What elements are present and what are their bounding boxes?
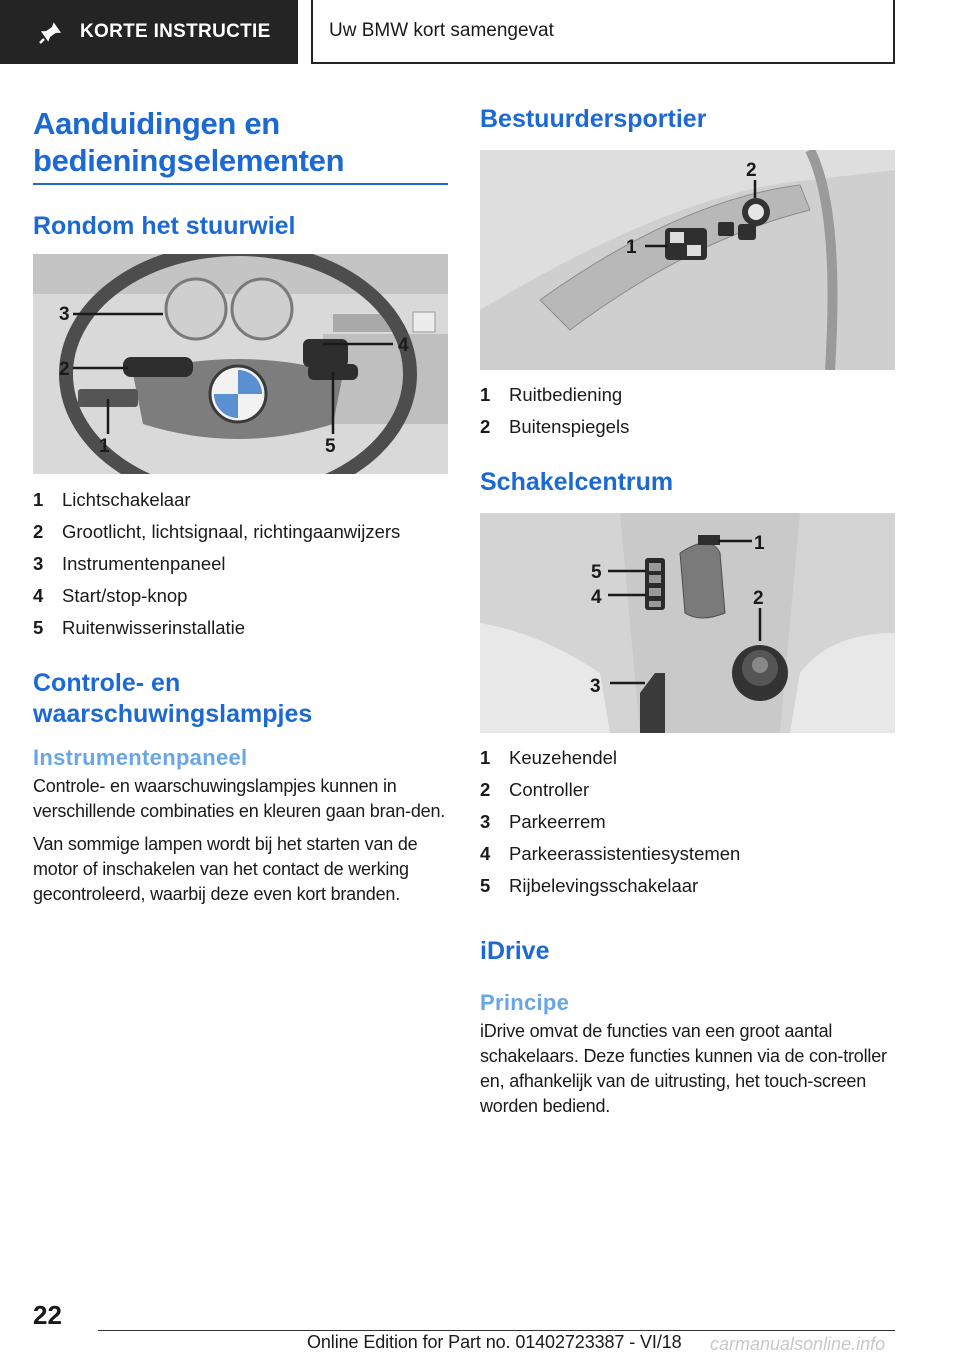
section-tab (0, 0, 298, 64)
list-item: 2 Controller (480, 779, 590, 800)
svg-text:5: 5 (325, 436, 336, 457)
lamps-paragraph-2: Van sommige lampen wordt bij het starten van de motor of inschakelen van het contact de werking gecontroleerd, waarbij deze even kort branden. (33, 834, 418, 904)
svg-text:1: 1 (626, 237, 637, 258)
svg-text:3: 3 (590, 676, 601, 697)
page-title: Aanduidingen en bedieningselementen (33, 105, 448, 185)
svg-text:1: 1 (754, 533, 765, 554)
watermark: carmanualsonline.info (710, 1334, 886, 1354)
svg-text:4: 4 (398, 335, 409, 356)
console-legend (480, 742, 895, 902)
door-heading: Bestuurdersportier (480, 105, 707, 133)
chapter-title: Uw BMW kort samengevat (311, 0, 895, 64)
steering-legend (33, 484, 448, 644)
list-item: 3 Instrumentenpaneel (33, 553, 226, 574)
list-item: 3 Parkeerrem (480, 811, 606, 832)
idrive-heading: iDrive (480, 937, 550, 965)
svg-text:5: 5 (591, 562, 602, 583)
page-number: 22 (33, 1300, 62, 1330)
svg-text:4: 4 (591, 587, 602, 608)
list-item: 2 Grootlicht, lichtsignaal, richtingaanwijzers (33, 521, 401, 542)
list-item: 2 Buitenspiegels (480, 416, 630, 437)
idrive-subheading: Principe (480, 990, 570, 1015)
center-console-image (480, 513, 895, 733)
list-item: 4 Parkeerassistentiesystemen (480, 843, 741, 864)
list-item: 5 Ruitenwisserinstallatie (33, 617, 246, 638)
lamps-heading: Controle- en waarschuwingslampjes (33, 669, 313, 728)
list-item: 1 Lichtschakelaar (33, 489, 191, 510)
left-column (33, 100, 448, 907)
right-column (480, 100, 895, 1119)
svg-text:2: 2 (59, 359, 70, 380)
svg-text:1: 1 (99, 436, 110, 457)
steering-heading: Rondom het stuurwiel (33, 212, 296, 240)
idrive-paragraph: iDrive omvat de functies van een groot aantal schakelaars. Deze functies kunnen via de con-troller en, afhankelijk van de uitrusting, het touch-screen worden bediend. (480, 1021, 887, 1116)
lamps-paragraph-1: Controle- en waarschuwingslampjes kunnen in verschillende combinaties en kleuren gaan bran-den. (33, 776, 446, 821)
list-item: 1 Ruitbediening (480, 384, 623, 405)
steering-wheel-image (33, 254, 448, 474)
list-item: 4 Start/stop-knop (33, 585, 188, 606)
edition-info: Online Edition for Part no. 01402723387 - VI/18 (307, 1332, 682, 1352)
svg-text:2: 2 (746, 160, 757, 181)
driver-door-image (480, 150, 895, 370)
svg-text:3: 3 (59, 304, 70, 325)
list-item: 5 Rijbelevingsschakelaar (480, 875, 699, 896)
svg-text:2: 2 (753, 588, 764, 609)
lamps-subheading: Instrumentenpaneel (33, 745, 248, 770)
console-heading: Schakelcentrum (480, 468, 674, 496)
pin-icon (38, 19, 64, 45)
door-legend (480, 379, 895, 443)
list-item: 1 Keuzehendel (480, 747, 618, 768)
section-tab-label: KORTE INSTRUCTIE (80, 21, 271, 42)
footer-divider (98, 1330, 895, 1331)
